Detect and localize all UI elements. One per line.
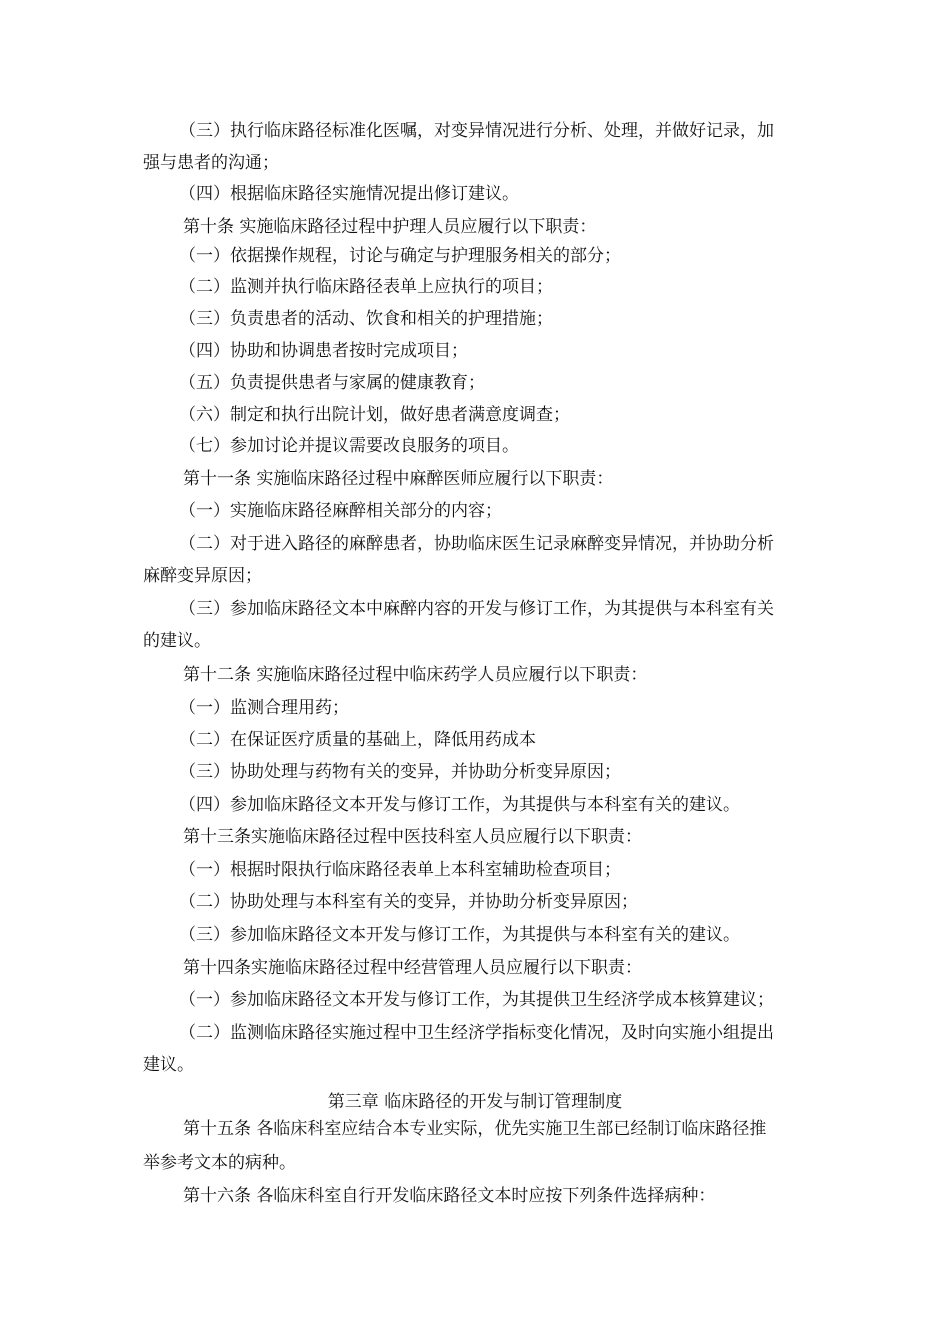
text-line: （一）根据时限执行临床路径表单上本科室辅助检查项目； — [179, 860, 621, 880]
text-line: （一）监测合理用药； — [179, 698, 349, 718]
text-line: （一）依据操作规程，讨论与确定与护理服务相关的部分； — [179, 246, 621, 266]
text-line: （三）执行临床路径标准化医嘱，对变异情况进行分析、处理，并做好记录，加 — [179, 121, 774, 141]
text-line: （三）负责患者的活动、饮食和相关的护理措施； — [179, 309, 553, 329]
text-line: （二）对于进入路径的麻醉患者，协助临床医生记录麻醉变异情况，并协助分析 — [179, 534, 774, 554]
text-line: 建议。 — [143, 1055, 194, 1075]
article-heading: 第十三条实施临床路径过程中医技科室人员应履行以下职责： — [183, 827, 642, 847]
article-heading: 第十五条 各临床科室应结合本专业实际，优先实施卫生部已经制订临床路径推 — [183, 1119, 767, 1139]
text-line: （二）监测并执行临床路径表单上应执行的项目； — [179, 277, 553, 297]
article-heading: 第十一条 实施临床路径过程中麻醉医师应履行以下职责： — [183, 469, 614, 489]
text-line: 麻醉变异原因； — [143, 566, 262, 586]
article-heading: 第十条 实施临床路径过程中护理人员应履行以下职责： — [183, 217, 597, 237]
text-line: （二）协助处理与本科室有关的变异，并协助分析变异原因； — [179, 892, 638, 912]
chapter-heading: 第三章 临床路径的开发与制订管理制度 — [327, 1092, 623, 1112]
text-line: （三）协助处理与药物有关的变异，并协助分析变异原因； — [179, 762, 621, 782]
text-line: 举参考文本的病种。 — [143, 1153, 296, 1173]
text-line: （二）监测临床路径实施过程中卫生经济学指标变化情况，及时向实施小组提出 — [179, 1023, 774, 1043]
text-line: （一）参加临床路径文本开发与修订工作，为其提供卫生经济学成本核算建议； — [179, 990, 774, 1010]
text-line: （三）参加临床路径文本中麻醉内容的开发与修订工作，为其提供与本科室有关 — [179, 599, 774, 619]
text-line: （六）制定和执行出院计划，做好患者满意度调查； — [179, 405, 570, 425]
text-line: （三）参加临床路径文本开发与修订工作，为其提供与本科室有关的建议。 — [179, 925, 740, 945]
text-line: （四）参加临床路径文本开发与修订工作，为其提供与本科室有关的建议。 — [179, 795, 740, 815]
text-line: （五）负责提供患者与家属的健康教育； — [179, 373, 485, 393]
article-heading: 第十二条 实施临床路径过程中临床药学人员应履行以下职责： — [183, 665, 648, 685]
text-line: （四）根据临床路径实施情况提出修订建议。 — [179, 184, 519, 204]
article-heading: 第十四条实施临床路径过程中经营管理人员应履行以下职责： — [183, 958, 642, 978]
text-line: 强与患者的沟通； — [143, 153, 279, 173]
text-line: （二）在保证医疗质量的基础上，降低用药成本 — [179, 730, 536, 750]
article-heading: 第十六条 各临床科室自行开发临床路径文本时应按下列条件选择病种： — [183, 1186, 716, 1206]
text-line: （七）参加讨论并提议需要改良服务的项目。 — [179, 436, 519, 456]
text-line: （一）实施临床路径麻醉相关部分的内容； — [179, 501, 502, 521]
text-line: （四）协助和协调患者按时完成项目； — [179, 341, 468, 361]
text-line: 的建议。 — [143, 631, 211, 651]
